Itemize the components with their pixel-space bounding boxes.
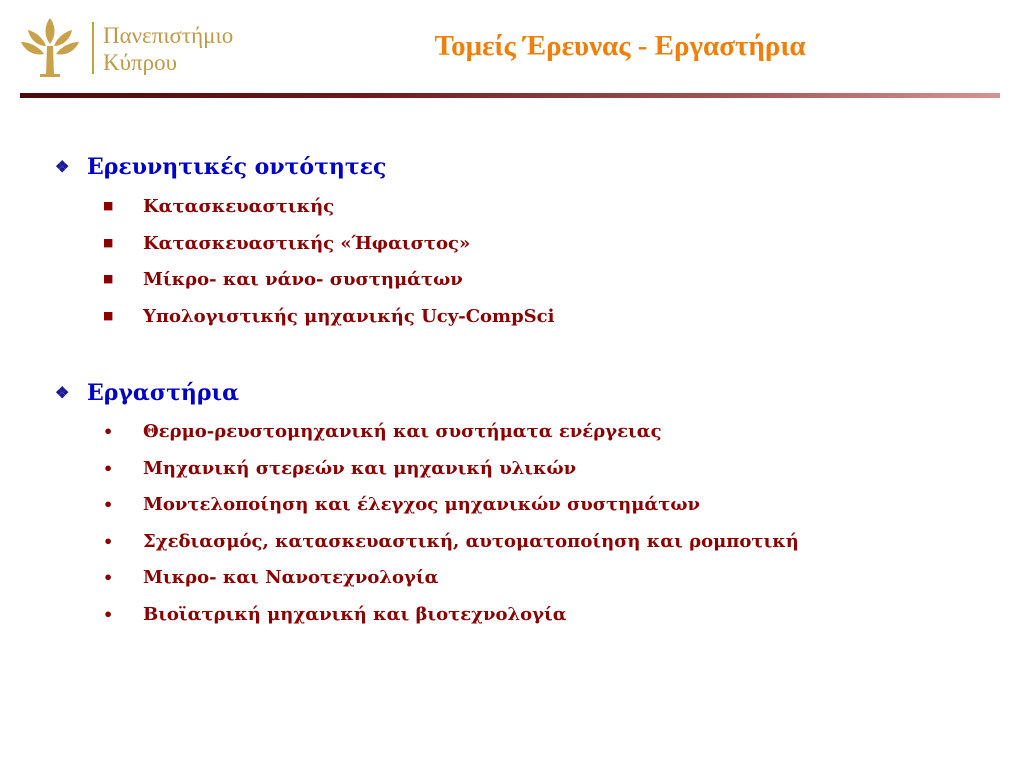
list-item-text: Υπολογιστικής μηχανικής Ucy-CompSci bbox=[143, 306, 555, 327]
section-heading-text: Εργαστήρια bbox=[87, 380, 240, 406]
round-bullet-icon: • bbox=[103, 422, 114, 441]
list-item bbox=[103, 494, 700, 515]
list-item-text: Κατασκευαστικής «Ήφαιστος» bbox=[143, 233, 471, 254]
cypress-tree-logo-icon bbox=[20, 16, 80, 78]
square-bullet-icon: ■ bbox=[103, 309, 114, 322]
list-item bbox=[103, 269, 463, 290]
diamond-bullet-icon: ❖ bbox=[55, 383, 70, 402]
square-bullet-icon: ■ bbox=[103, 199, 114, 212]
list-item-text: Κατασκευαστικής bbox=[143, 196, 335, 217]
slide-title: Τομείς Έρευνας - Εργαστήρια bbox=[434, 30, 806, 62]
section-heading-text: Ερευνητικές οντότητες bbox=[87, 154, 387, 180]
list-item-text: Σχεδιασμός, κατασκευαστική, αυτοματοποίηση και ρομποτική bbox=[143, 531, 799, 552]
section-heading-research-entities bbox=[55, 154, 386, 180]
round-bullet-icon: • bbox=[103, 459, 114, 478]
diamond-bullet-icon: ❖ bbox=[55, 157, 70, 176]
list-item-text: Μοντελοποίηση και έλεγχος μηχανικών συστημάτων bbox=[143, 494, 701, 515]
section-heading-laboratories bbox=[55, 380, 239, 406]
round-bullet-icon: • bbox=[103, 568, 114, 587]
round-bullet-icon: • bbox=[103, 605, 114, 624]
square-bullet-icon: ■ bbox=[103, 272, 114, 285]
title-divider bbox=[20, 93, 1000, 98]
list-item bbox=[103, 196, 334, 217]
list-item-text: Μηχανική στερεών και μηχανική υλικών bbox=[143, 458, 577, 479]
list-item bbox=[103, 531, 799, 552]
list-item-text: Βιοϊατρική μηχανική και βιοτεχνολογία bbox=[143, 604, 567, 625]
round-bullet-icon: • bbox=[103, 495, 114, 514]
list-item bbox=[103, 567, 438, 588]
list-item-text: Μίκρο- και νάνο- συστημάτων bbox=[143, 269, 463, 290]
list-item bbox=[103, 458, 576, 479]
logo-text-line2: Κύπρου bbox=[103, 50, 177, 75]
university-logo bbox=[20, 16, 270, 80]
logo-text bbox=[103, 22, 233, 76]
list-item bbox=[103, 421, 662, 442]
round-bullet-icon: • bbox=[103, 532, 114, 551]
list-item bbox=[103, 604, 567, 625]
list-item-text: Θερμο-ρευστομηχανική και συστήματα ενέργειας bbox=[143, 421, 662, 442]
list-item bbox=[103, 233, 470, 254]
logo-text-line1: Πανεπιστήμιο bbox=[103, 23, 234, 48]
list-item-text: Μικρο- και Νανοτεχνολογία bbox=[143, 567, 439, 588]
logo-separator bbox=[92, 22, 94, 74]
list-item bbox=[103, 306, 554, 327]
square-bullet-icon: ■ bbox=[103, 236, 114, 249]
